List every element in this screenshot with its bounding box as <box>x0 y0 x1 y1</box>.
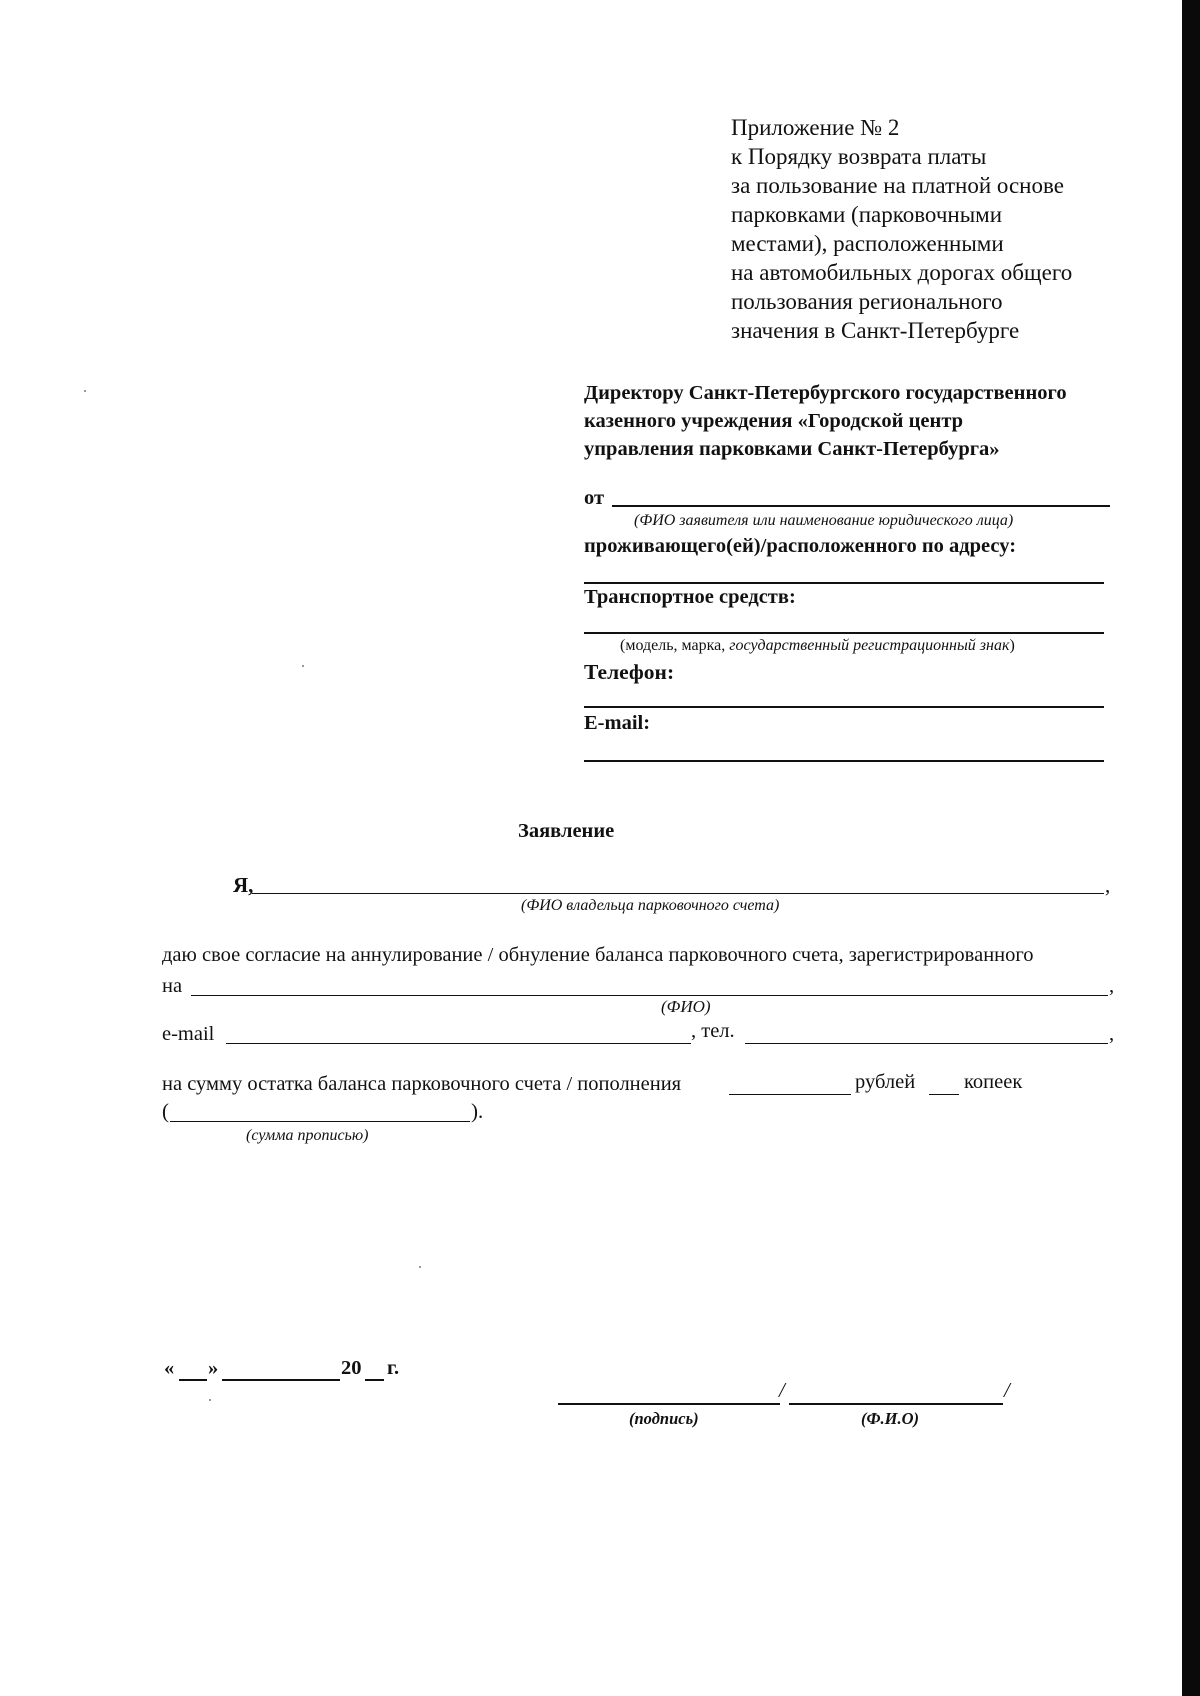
date-year-suffix: г. <box>387 1357 400 1379</box>
sum-words-field-line[interactable] <box>170 1121 470 1122</box>
i-label: Я, <box>233 873 254 897</box>
appendix-line: к Порядку возврата платы <box>731 144 987 169</box>
addressee-line: управления парковками Санкт-Петербурга» <box>584 438 1000 460</box>
vehicle-hint-close: ) <box>1009 637 1015 654</box>
scan-speck <box>302 665 304 667</box>
owner-comma: , <box>1105 873 1111 897</box>
sum-hint: (сумма прописью) <box>246 1127 369 1144</box>
on-label: на <box>162 975 183 997</box>
owner-hint: (ФИО владельца парковочного счета) <box>521 897 780 914</box>
vehicle-hint-plain: (модель, марка, <box>620 637 730 654</box>
date-year-line[interactable] <box>365 1379 384 1381</box>
fio-hint: (ФИО) <box>661 997 711 1016</box>
date-quote-close: » <box>208 1357 219 1379</box>
scan-speck <box>84 390 86 392</box>
rub-label: рублей <box>855 1071 916 1093</box>
tel-comma: , <box>1109 1023 1115 1045</box>
email-field-line[interactable] <box>584 760 1104 762</box>
appendix-line: парковками (парковочными <box>731 202 1003 227</box>
scan-speck <box>419 1266 421 1268</box>
vehicle-label: Транспортное средств: <box>584 586 796 608</box>
date-year-prefix: 20 <box>341 1357 362 1379</box>
phone-label: Телефон: <box>584 660 675 684</box>
addressee-line: Директору Санкт-Петербургского государственного <box>584 382 1067 404</box>
phone-field-line[interactable] <box>584 706 1104 708</box>
statement-title: Заявление <box>518 820 615 842</box>
email-label: E-mail: <box>584 712 651 734</box>
addressee-block <box>584 379 1067 463</box>
scan-speck <box>209 1399 211 1401</box>
from-hint: (ФИО заявителя или наименование юридического лица) <box>634 512 1014 529</box>
appendix-line: значения в Санкт-Петербурге <box>731 318 1020 343</box>
date-quote-open: « <box>164 1357 175 1379</box>
fio-slash: / <box>1004 1378 1010 1402</box>
appendix-line: за пользование на платной основе <box>731 173 1064 198</box>
addressee-line: казенного учреждения «Городской центр <box>584 410 964 432</box>
registrant-comma: , <box>1109 975 1115 997</box>
appendix-block <box>731 113 1072 345</box>
signature-slash: / <box>779 1378 785 1402</box>
consent-text: даю свое согласие на аннулирование / обнуление баланса парковочного счета, зарегистрированного <box>162 944 1034 966</box>
fio-signature-field-line[interactable] <box>789 1403 1003 1405</box>
statement-email-label: e-mail <box>162 1023 215 1045</box>
signature-hint: (подпись) <box>629 1409 699 1428</box>
tel-label: , тел. <box>691 1020 735 1042</box>
kop-label: копеек <box>964 1071 1023 1093</box>
appendix-line: местами), расположенными <box>731 231 1004 256</box>
sum-paren-close: ). <box>471 1099 484 1123</box>
owner-field-line[interactable] <box>252 893 1104 894</box>
date-day-line[interactable] <box>179 1379 207 1381</box>
kop-field-line[interactable] <box>929 1094 959 1095</box>
appendix-line: пользования регионального <box>731 289 1003 314</box>
rub-field-line[interactable] <box>729 1094 851 1095</box>
from-field-line[interactable] <box>612 505 1110 507</box>
vehicle-hint <box>620 637 1015 655</box>
sum-text: на сумму остатка баланса парковочного счета / пополнения <box>162 1073 682 1095</box>
date-month-line[interactable] <box>222 1379 340 1381</box>
fio-signature-hint: (Ф.И.О) <box>861 1409 920 1428</box>
address-label: проживающего(ей)/расположенного по адресу: <box>584 535 1017 557</box>
vehicle-field-line[interactable] <box>584 632 1104 634</box>
statement-email-field-line[interactable] <box>226 1043 691 1044</box>
sum-paren-open: ( <box>162 1099 169 1123</box>
address-field-line[interactable] <box>584 582 1104 584</box>
tel-field-line[interactable] <box>745 1043 1108 1044</box>
appendix-line: Приложение № 2 <box>731 115 900 140</box>
signature-field-line[interactable] <box>558 1403 780 1405</box>
scan-edge <box>1182 0 1200 1696</box>
vehicle-hint-italic: государственный регистрационный знак <box>729 637 1010 654</box>
appendix-line: на автомобильных дорогах общего <box>731 260 1073 285</box>
registrant-field-line[interactable] <box>191 995 1108 996</box>
from-label: от <box>584 487 605 509</box>
